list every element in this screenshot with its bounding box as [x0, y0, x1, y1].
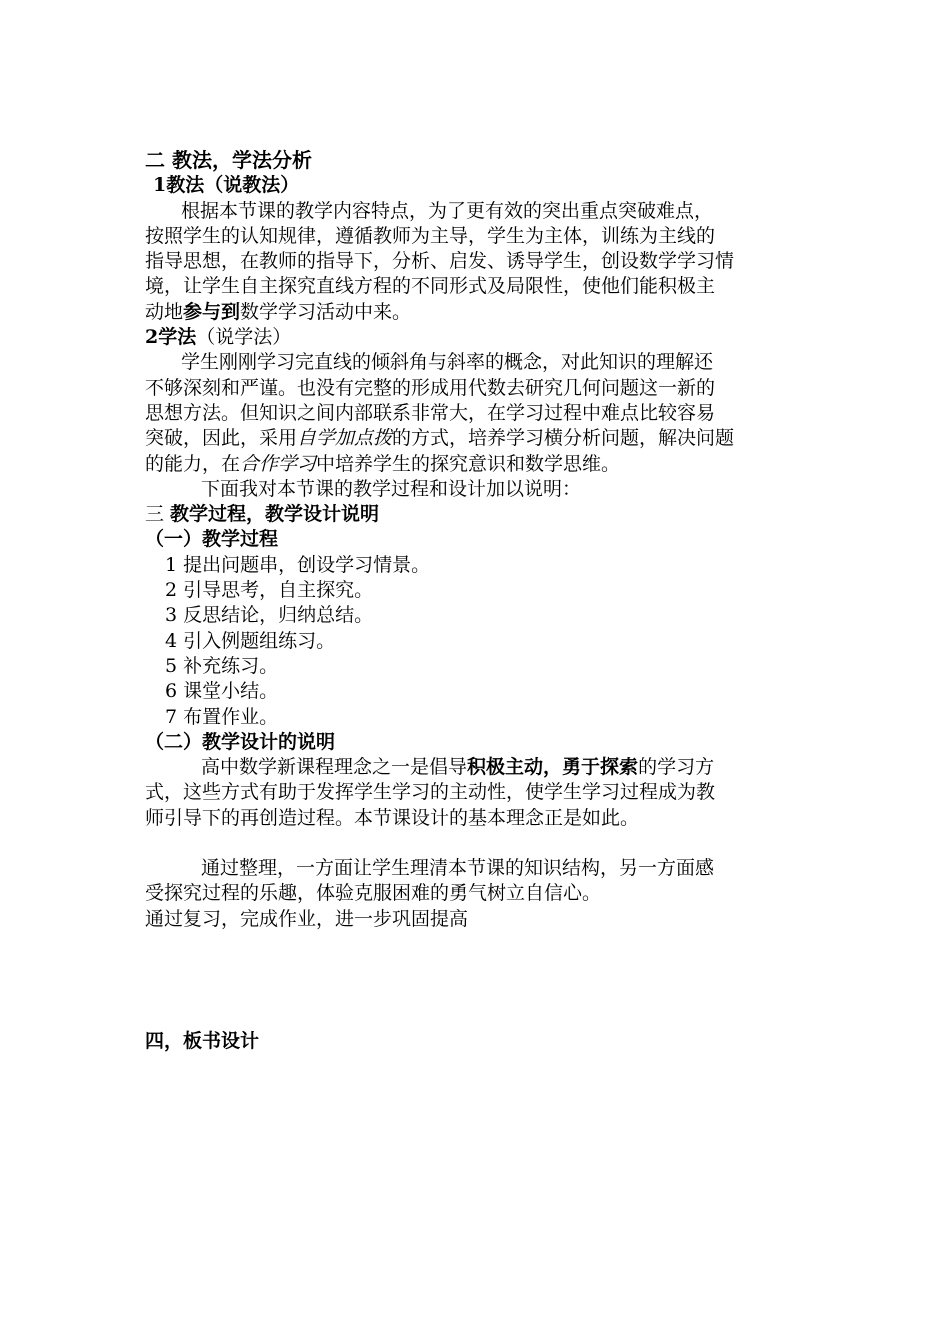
blank-line [145, 831, 810, 856]
paragraph-line: 不够深刻和严谨。也没有完整的形成用代数去研究几何问题这一新的 [145, 376, 716, 399]
bold-text: 积极主动 [467, 756, 544, 779]
paragraph-line: 境，让学生自主探究直线方程的不同形式及局限性，使他们能积极主 [145, 275, 716, 298]
paragraph-line: 通过复习，完成作业，进一步巩固提高 [145, 907, 469, 930]
paragraph-line: 通过整理，一方面让学生理清本节课的知识结构，另一方面感 [201, 857, 715, 880]
text-run: 高中数学新课程理念之一是倡导 [201, 756, 468, 779]
section-2-2-heading [145, 325, 810, 350]
section-3-1-heading: （一）教学过程 [145, 528, 279, 551]
bold-text: 参与到 [183, 300, 241, 323]
paragraph-line: 按照学生的认知规律，遵循教师为主导，学生为主体，训练为主线的 [145, 224, 716, 247]
list-item: 3 反思结论，归纳总结。 [165, 604, 374, 627]
list-item: 5 补充练习。 [165, 654, 279, 677]
bold-text: ， [543, 756, 563, 779]
paragraph-line [145, 426, 810, 451]
section-3-2-heading: （二）教学设计的说明 [145, 730, 336, 753]
italic-text: 自学加点拨 [297, 427, 393, 450]
section-2-1-heading: 1教法（说教法） [153, 174, 300, 197]
heading-number: 三 [145, 503, 171, 526]
paragraph-line [145, 452, 810, 477]
paragraph-line: 根据本节课的教学内容特点，为了更有效的突出重点突破难点， [181, 199, 714, 222]
list-item: 2 引导思考，自主探究。 [165, 579, 374, 602]
heading-bold: 教学过程，教学设计说明 [170, 503, 380, 526]
document-page [145, 148, 810, 1054]
list-item: 7 布置作业。 [165, 705, 279, 728]
list-item: 1 提出问题串，创设学习情景。 [165, 553, 431, 576]
list-item: 4 引入例题组练习。 [165, 629, 336, 652]
text-run: 的方式，培养学习横分析问题，解决问题 [392, 427, 735, 450]
heading-rest: （说学法） [196, 326, 292, 349]
text-run: 动地 [145, 300, 184, 323]
text-run: 中培养学生的探究意识和数学思维。 [316, 452, 621, 475]
paragraph-line [145, 300, 810, 325]
section-3-heading [145, 502, 810, 527]
bold-text: 勇于探索 [562, 756, 639, 779]
paragraph-line: 学生刚刚学习完直线的倾斜角与斜率的概念，对此知识的理解还 [181, 351, 714, 374]
text-run: 数学学习活动中来。 [240, 300, 412, 323]
paragraph-line: 思想方法。但知识之间内部联系非常大，在学习过程中难点比较容易 [145, 401, 716, 424]
section-4-heading: 四，板书设计 [145, 1029, 260, 1052]
transition-line: 下面我对本节课的教学过程和设计加以说明： [201, 477, 582, 500]
blank-space [145, 932, 810, 1029]
paragraph-line: 师引导下的再创造过程。本节课设计的基本理念正是如此。 [145, 806, 640, 829]
paragraph-line: 受探究过程的乐趣，体验克服困难的勇气树立自信心。 [145, 882, 602, 905]
list-item: 6 课堂小结。 [165, 680, 279, 703]
heading-bold: 2学法 [145, 326, 197, 349]
paragraph-line: 式，这些方式有助于发挥学生学习的主动性，使学生学习过程成为教 [145, 781, 716, 804]
paragraph-line: 指导思想，在教师的指导下，分析、启发、诱导学生，创设数学学习情 [145, 250, 735, 273]
text-run: 的学习方 [638, 756, 715, 779]
text-run: 突破，因此，采用 [145, 427, 298, 450]
section-2-heading: 二 教法，学法分析 [145, 148, 312, 172]
text-run: 的能力，在 [145, 452, 241, 475]
paragraph-line [145, 755, 810, 780]
italic-text: 合作学习 [240, 452, 317, 475]
